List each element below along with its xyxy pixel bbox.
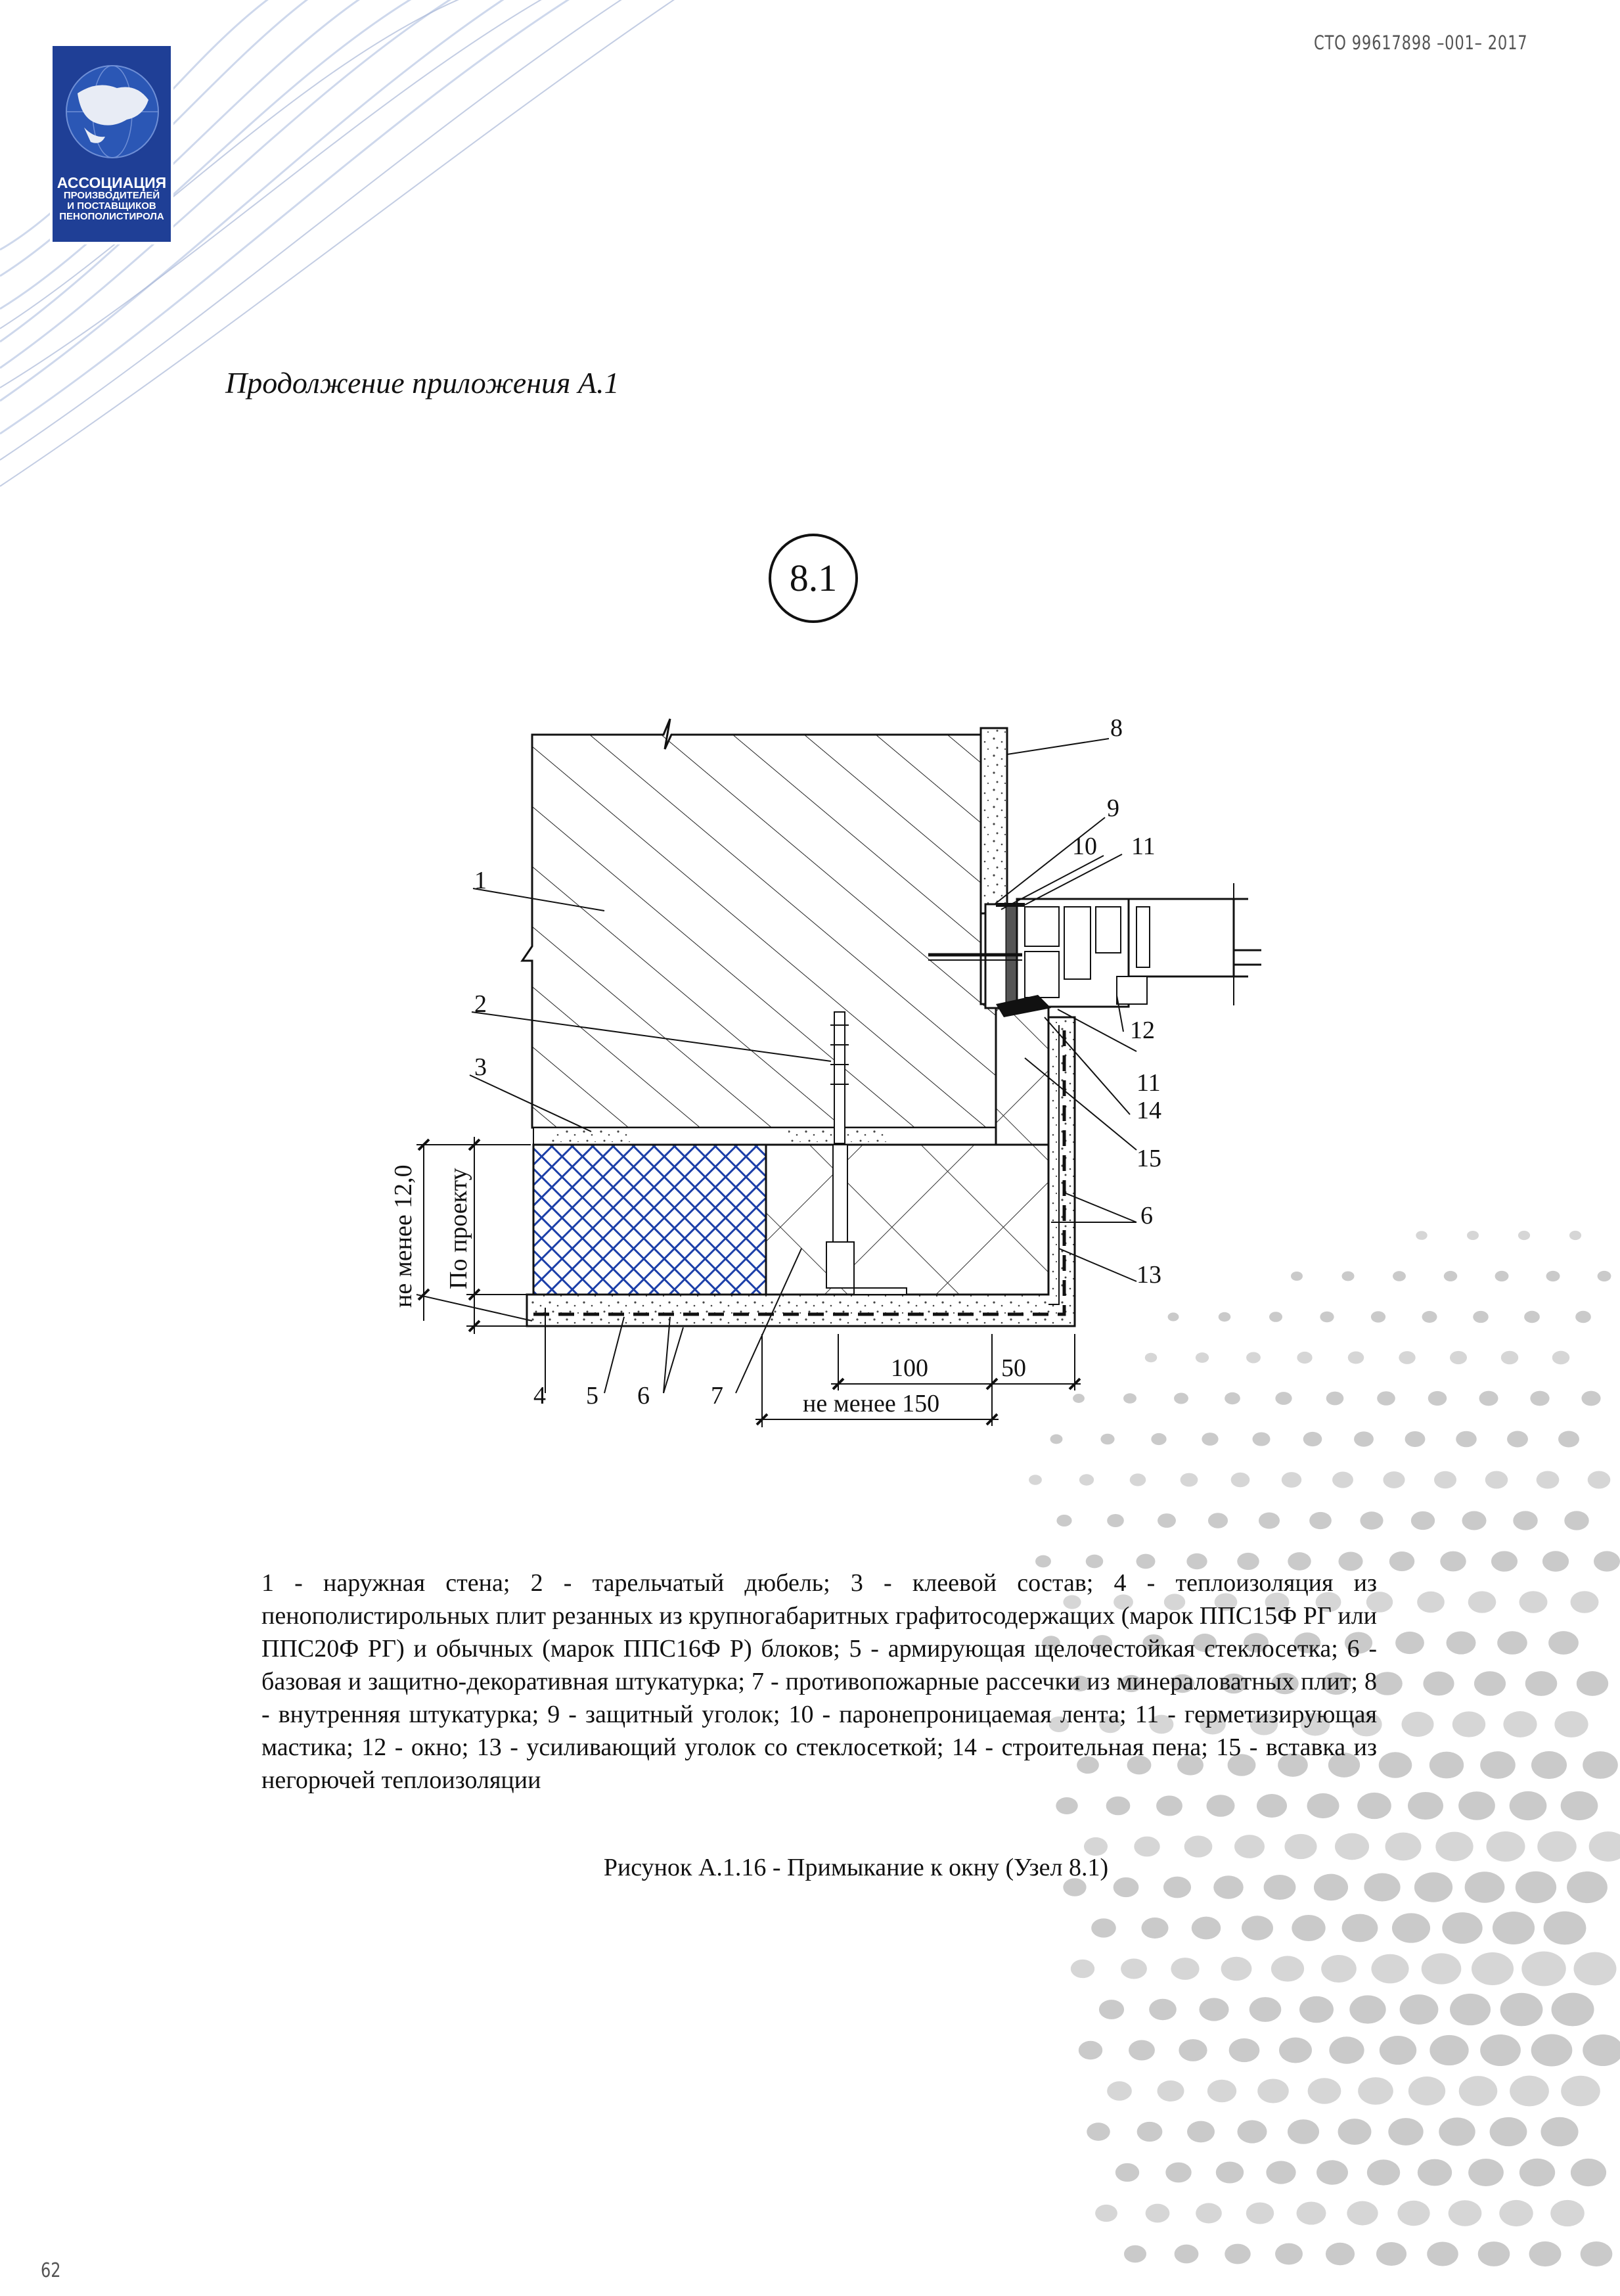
callout-6-bottom: 6 xyxy=(637,1382,650,1410)
window-junction-drawing xyxy=(328,690,1347,1446)
callout-13: 13 xyxy=(1136,1261,1161,1289)
association-logo xyxy=(50,43,173,244)
adhesive-layer xyxy=(533,1128,996,1145)
inner-plaster xyxy=(981,728,1007,913)
mineral-wool-fire-break xyxy=(766,1145,1048,1295)
callout-9: 9 xyxy=(1107,794,1119,822)
node-number: 8.1 xyxy=(769,534,858,623)
figure-caption: Рисунок А.1.16 - Примыкание к окну (Узел 8.1) xyxy=(603,1854,1109,1881)
callout-4: 4 xyxy=(533,1382,546,1410)
figure-caption-row xyxy=(0,1853,1620,1882)
dimension-min-thickness: не менее 12,0 xyxy=(390,1164,417,1308)
callout-7: 7 xyxy=(711,1382,723,1410)
callout-10: 10 xyxy=(1072,833,1097,860)
outer-wall xyxy=(522,719,996,1128)
non-combustible-insert xyxy=(996,1004,1048,1145)
eps-insulation xyxy=(533,1145,766,1295)
globe-icon xyxy=(64,54,160,170)
callout-3: 3 xyxy=(474,1053,487,1081)
callout-11-bottom: 11 xyxy=(1136,1069,1161,1097)
callout-1: 1 xyxy=(474,867,487,894)
callout-12: 12 xyxy=(1130,1017,1155,1044)
callout-14: 14 xyxy=(1136,1097,1161,1124)
continuation-heading: Продолжение приложения А.1 xyxy=(225,366,619,400)
callout-5: 5 xyxy=(586,1382,598,1410)
page-number: 62 xyxy=(41,2259,61,2282)
dimension-design-thickness: По проекту xyxy=(445,1168,472,1289)
dimension-50: 50 xyxy=(1001,1354,1026,1382)
callout-15: 15 xyxy=(1136,1145,1161,1172)
logo-title: АССОЦИАЦИЯ xyxy=(56,174,167,191)
dimension-min-150: не менее 150 xyxy=(803,1390,940,1417)
callout-8: 8 xyxy=(1110,714,1123,742)
legend-text: 1 - наружная стена; 2 - тарельчатый дюбель; 3 - клеевой состав; 4 - теплоизоляция из пенополистирольных плит резанных из крупногабаритных графитосодержащих (марок ППС15Ф РГ или ППС20Ф РГ) и обычных (марок ППС16Ф Р) блоков; 5 - армирующая щелочестойкая стеклосетка; 6 - базовая и защитно-декоративная штукатурка; 7 - противопожарные рассечки из минераловатных плит; 8 - внутренняя штукатурка; 9 - защитный уголок; 10 - паронепроницаемая лента; 11 - герметизирующая мастика; 12 - окно; 13 - усиливающий уголок со стеклосеткой; 14 - строительная пена; 15 - вставка из негорючей теплоизоляции xyxy=(261,1569,1377,1794)
document-code: СТО 99617898 –001– 2017 xyxy=(1314,32,1528,54)
logo-subtitle: ПРОИЗВОДИТЕЛЕЙ И ПОСТАВЩИКОВ ПЕНОПОЛИСТИРОЛА xyxy=(59,190,164,222)
dimension-100: 100 xyxy=(891,1354,928,1382)
callout-11-top: 11 xyxy=(1131,833,1156,860)
callout-2: 2 xyxy=(474,990,487,1018)
callout-6-right: 6 xyxy=(1140,1202,1153,1229)
